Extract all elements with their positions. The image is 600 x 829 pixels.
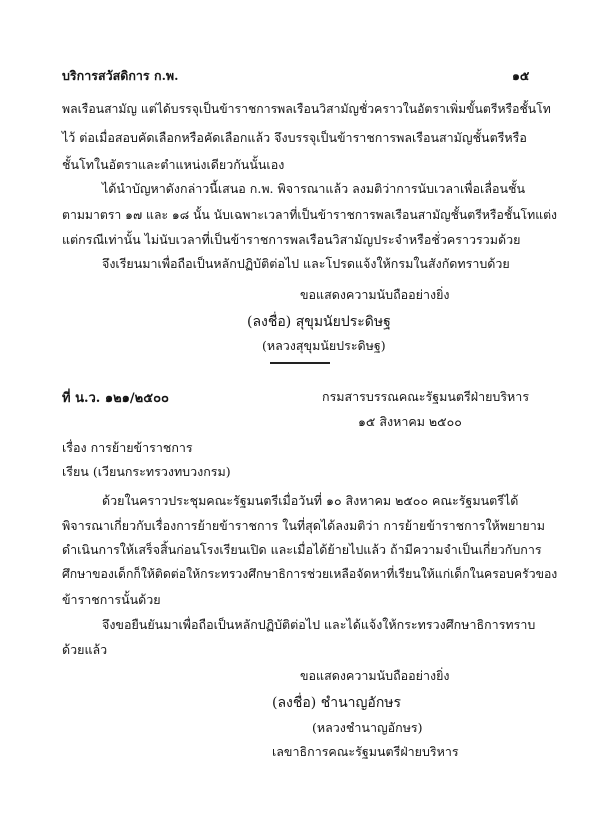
signature: (ลงชื่อ) สุขุมนัยประดิษฐ	[247, 314, 391, 330]
paragraph-line: ไว้ ต่อเมื่อสอบคัดเลือกหรือคัดเลือกแล้ว จึงบรรจุเป็นข้าราชการพลเรือนสามัญชั้นตรีหรือ	[62, 130, 527, 145]
reference-number: ที่ น.ว. ๑๒๑/๒๕๐๐	[62, 391, 169, 406]
printed-name: (หลวงชำนาญอักษร)	[312, 720, 423, 735]
paragraph-line: ชั้นโทในอัตราและตำแหน่งเดียวกันนั้นเอง	[62, 157, 285, 172]
paragraph-line: แต่กรณีเท่านั้น ไม่นับเวลาที่เป็นข้าราชการพลเรือนวิสามัญประจำหรือชั่วคราวรวมด้วย	[62, 232, 521, 247]
paragraph-line: ข้าราชการนั้นด้วย	[62, 592, 161, 607]
page-number: ๑๕	[512, 68, 530, 83]
paragraph-line: ดำเนินการให้เสร็จสิ้นก่อนโรงเรียนเปิด และเมื่อได้ย้ายไปแล้ว ถ้ามีความจำเป็นเกี่ยวกับการ	[62, 542, 542, 557]
closing: ขอแสดงความนับถืออย่างยิ่ง	[300, 287, 450, 302]
signature: (ลงชื่อ) ชำนาญอักษร	[272, 695, 402, 711]
paragraph-line: จึงเรียนมาเพื่อถือเป็นหลักปฏิบัติต่อไป และโปรดแจ้งให้กรมในสังกัดทราบด้วย	[102, 256, 510, 271]
paragraph-line: จึงขอยืนยันมาเพื่อถือเป็นหลักปฏิบัติต่อไป และได้แจ้งให้กระทรวงศึกษาธิการทราบ	[102, 617, 536, 632]
printed-name: (หลวงสุขุมนัยประดิษฐ)	[262, 338, 386, 353]
paragraph-line: ด้วยในคราวประชุมคณะรัฐมนตรีเมื่อวันที่ ๑๐ สิงหาคม ๒๕๐๐ คณะรัฐมนตรีได้	[102, 493, 519, 508]
letter-date: ๑๕ สิงหาคม ๒๕๐๐	[358, 414, 462, 429]
subject: เรื่อง การย้ายข้าราชการ	[62, 440, 193, 455]
running-header: บริการสวัสดิการ ก.พ.	[62, 68, 179, 83]
paragraph-line: ด้วยแล้ว	[62, 642, 108, 657]
closing: ขอแสดงความนับถืออย่างยิ่ง	[300, 668, 450, 683]
separator-line	[270, 362, 330, 364]
paragraph-line: ศึกษาของเด็กก็ให้ติดต่อให้กระทรวงศึกษาธิการช่วยเหลือจัดหาที่เรียนให้แก่เด็กในครอบครัวของ	[62, 567, 558, 581]
paragraph-line: พิจารณาเกี่ยวกับเรื่องการย้ายข้าราชการ ในที่สุดได้ลงมติว่า การย้ายข้าราชการให้พยายาม	[62, 518, 545, 533]
paragraph-line: ได้นำบัญหาดังกล่าวนี้เสนอ ก.พ. พิจารณาแล้ว ลงมติว่าการนับเวลาเพื่อเลื่อนชั้น	[102, 181, 526, 196]
addressee: เรียน (เวียนกระทรวงทบวงกรม)	[62, 464, 231, 479]
paragraph-line: ตามมาตรา ๑๗ และ ๑๘ นั้น นับเฉพาะเวลาที่เป็นข้าราชการพลเรือนสามัญชั้นตรีหรือชั้นโทแต่ง	[62, 208, 558, 222]
paragraph-line: พลเรือนสามัญ แต่ได้บรรจุเป็นข้าราชการพลเรือนวิสามัญชั่วคราวในอัตราเพิ่มขั้นตรีหรือชั้นโท	[62, 102, 551, 116]
issuing-office: กรมสารบรรณคณะรัฐมนตรีฝ่ายบริหาร	[322, 389, 530, 404]
signer-position: เลขาธิการคณะรัฐมนตรีฝ่ายบริหาร	[272, 744, 459, 759]
